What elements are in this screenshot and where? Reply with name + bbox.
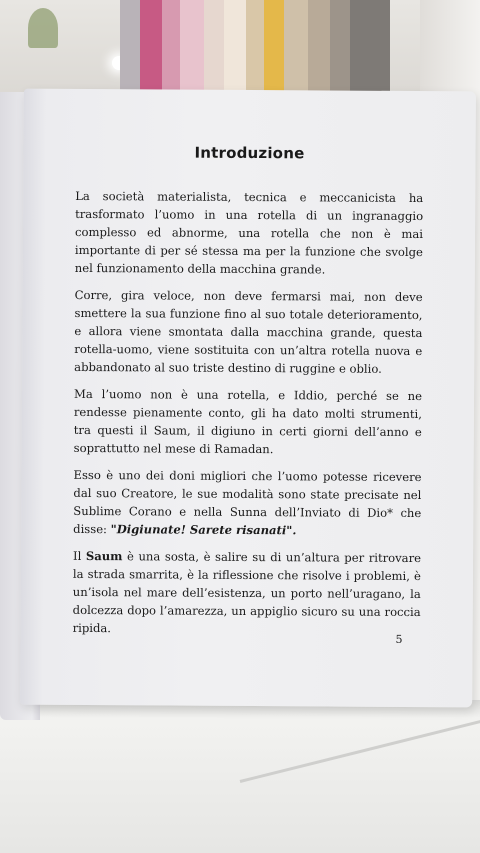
hadith-quote: "Digiunate! Sarete risanati". [110,522,297,538]
page-title: Introduzione [194,143,305,163]
fabric-roll [350,0,390,95]
paragraph-5 [73,547,422,639]
fabric-roll [180,0,204,95]
fabric-roll [246,0,264,95]
fabric-roll [308,0,330,95]
fabric-roll [330,0,350,95]
paragraph-1: La società materialista, tecnica e meccanicista ha trasformato l’uomo in una rotella di un ingranaggio complesso ed abnorme, una rotella che non è mai importante di per sé stessa ma per la funzione che svolge nel funzionamento della macchina grande. [74,188,424,277]
paragraph-4 [73,466,421,540]
plant-decoration [28,8,58,48]
fabric-roll [162,0,180,95]
page-number: 5 [395,632,403,646]
page-content [72,105,423,648]
paragraph-3: Ma l’uomo non è una rotella, e Iddio, perché se ne rendesse pienamente conto, gli ha dato molti strumenti, tra questi il Saum, il digiuno in certi giorni dell’anno e soprattutto nel mese di Ramadan. [73,386,423,457]
fabric-roll [120,0,140,95]
fabric-roll [264,0,284,95]
saum-bold: Saum [85,549,123,564]
paragraph-5-lead: Il [72,548,86,564]
table-surface [0,700,480,853]
fabric-roll [284,0,308,95]
book-page [20,89,476,708]
paragraph-5-text: è una sosta, è salire su di un’altura per ritrovare la strada smarrita, è la riflessione che risolve i problemi, è un’isola nel mare dell’esistenza, un porto nell’uragano, la dolcezza dopo l’amarezza, un appiglio sicuro su una roccia ripida. [72,549,422,636]
paragraph-2: Corre, gira veloce, non deve fermarsi mai, non deve smettere la sua funzione fino al suo totale deterioramento, e allora viene smontata dalla macchina grande, questa rotella-uomo, viene sostituita con un’altra rotella nuova e abbandonato al suo triste destino di ruggine e oblio. [74,287,423,376]
fabric-roll [204,0,224,95]
paragraph-4-text: Esso è uno dei doni migliori che l’uomo potesse ricevere dal suo Creatore, le sue modalità sono state precisate nel Sublime Corano e nella Sunna dell’Inviato di Dio* che disse: [73,467,422,537]
fabric-roll [140,0,162,95]
fabric-roll [224,0,246,95]
